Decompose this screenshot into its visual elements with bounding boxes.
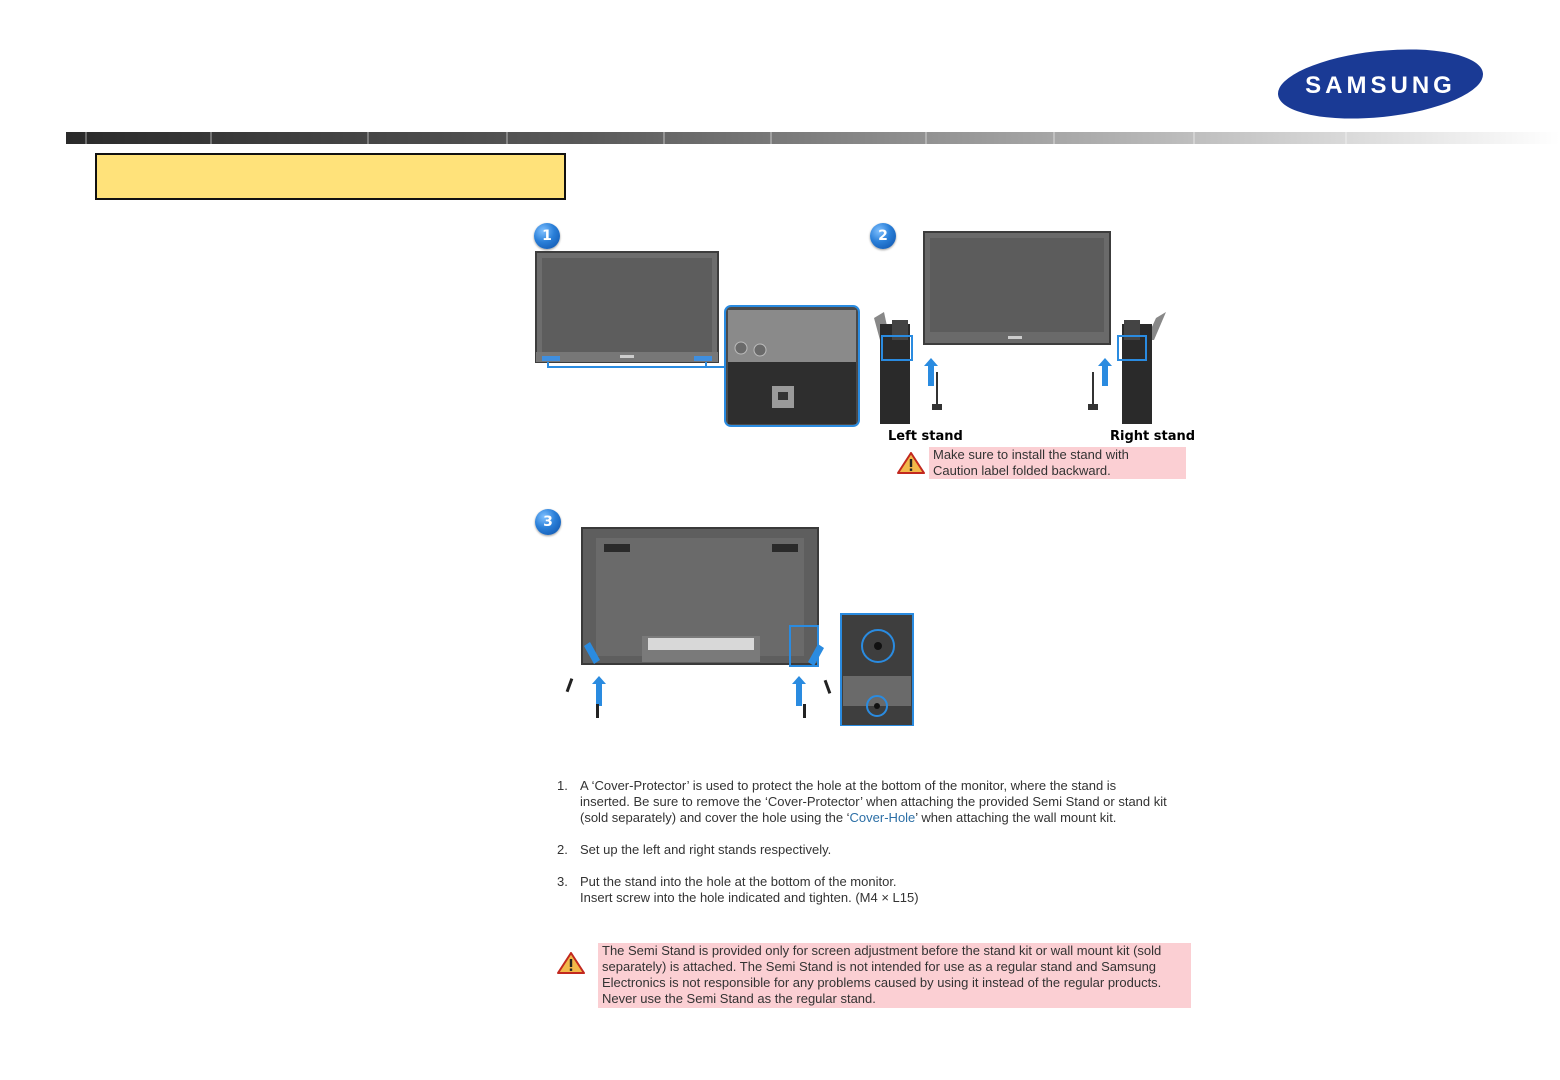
- caution-icon: [897, 452, 925, 474]
- header-bar: [66, 132, 1560, 144]
- left-stand-label: Left stand: [888, 429, 963, 444]
- instruction-number: 2.: [557, 842, 568, 857]
- instruction-3-line-1: Put the stand into the hole at the bottom of the monitor.: [580, 874, 897, 889]
- instruction-list: [557, 778, 1207, 922]
- warning-line-2: separately) is attached. The Semi Stand is not intended for use as a regular stand and Samsung: [602, 959, 1157, 974]
- step-2-illustration: [870, 228, 1170, 428]
- step-1-badge: [534, 223, 560, 249]
- right-screw-arrow: [792, 676, 806, 706]
- section-title-box: [95, 153, 566, 200]
- semi-stand-warning: [598, 943, 1191, 1008]
- warning-icon: [557, 952, 585, 974]
- right-stand-arrow: [1098, 358, 1112, 386]
- instruction-number: 3.: [557, 874, 568, 889]
- right-stand-label: Right stand: [1110, 429, 1196, 444]
- right-screw-icon: [1088, 372, 1098, 410]
- instruction-number: 1.: [557, 778, 568, 793]
- left-stand-arrow: [924, 358, 938, 386]
- left-screw-arrow: [592, 676, 606, 706]
- warning-line-1: The Semi Stand is provided only for screen adjustment before the stand kit or wall mount kit (sold: [602, 943, 1162, 958]
- step-3-number: 3: [543, 514, 553, 530]
- instruction-text: [580, 842, 1207, 858]
- instruction-1-line-3-pre: (sold separately) and cover the hole using the ‘: [580, 810, 850, 825]
- instruction-1-line-2: inserted. Be sure to remove the ‘Cover-Protector’ when attaching the provided Semi Stand or stand kit: [580, 794, 1167, 809]
- instruction-item-3: [557, 874, 1207, 906]
- samsung-logo: [1276, 49, 1485, 119]
- stand-caution-line-1: Make sure to install the stand with: [933, 447, 1129, 462]
- instruction-2-line-1: Set up the left and right stands respectively.: [580, 842, 832, 857]
- step-1-number: 1: [542, 228, 552, 244]
- instruction-1-line-3: [580, 810, 1207, 826]
- hole-detail-image: [841, 614, 913, 726]
- monitor-back-image: [582, 528, 818, 664]
- instruction-1-line-3-post: ’ when attaching the wall mount kit.: [915, 810, 1117, 825]
- warning-line-3: Electronics is not responsible for any problems caused by using it instead of the regular products.: [602, 975, 1162, 990]
- instruction-1-line-1: A ‘Cover-Protector’ is used to protect the hole at the bottom of the monitor, where the stand is: [580, 778, 1117, 793]
- hole-closeup-image: [725, 306, 859, 426]
- cover-hole-term: Cover-Hole: [849, 810, 916, 825]
- instruction-item-1: [557, 778, 1207, 826]
- step-1-illustration: [534, 250, 864, 430]
- instruction-text: [580, 778, 1207, 826]
- monitor-front-image: [536, 252, 718, 362]
- step-3-illustration: [556, 526, 916, 726]
- instruction-text: [580, 874, 1207, 906]
- step-2-number: 2: [878, 228, 888, 244]
- monitor-front-small-image: [924, 232, 1110, 344]
- stand-caution-note: [929, 447, 1186, 479]
- right-stand-image: [1118, 312, 1166, 424]
- instruction-item-2: [557, 842, 1207, 858]
- left-stand-image: [874, 312, 912, 424]
- samsung-logo-text: SAMSUNG: [1305, 72, 1456, 99]
- screw-icons: [566, 678, 832, 718]
- stand-caution-line-2: Caution label folded backward.: [933, 463, 1111, 478]
- instruction-3-line-2: Insert screw into the hole indicated and tighten. (M4 × L15): [580, 890, 919, 905]
- warning-line-4: Never use the Semi Stand as the regular stand.: [602, 991, 876, 1006]
